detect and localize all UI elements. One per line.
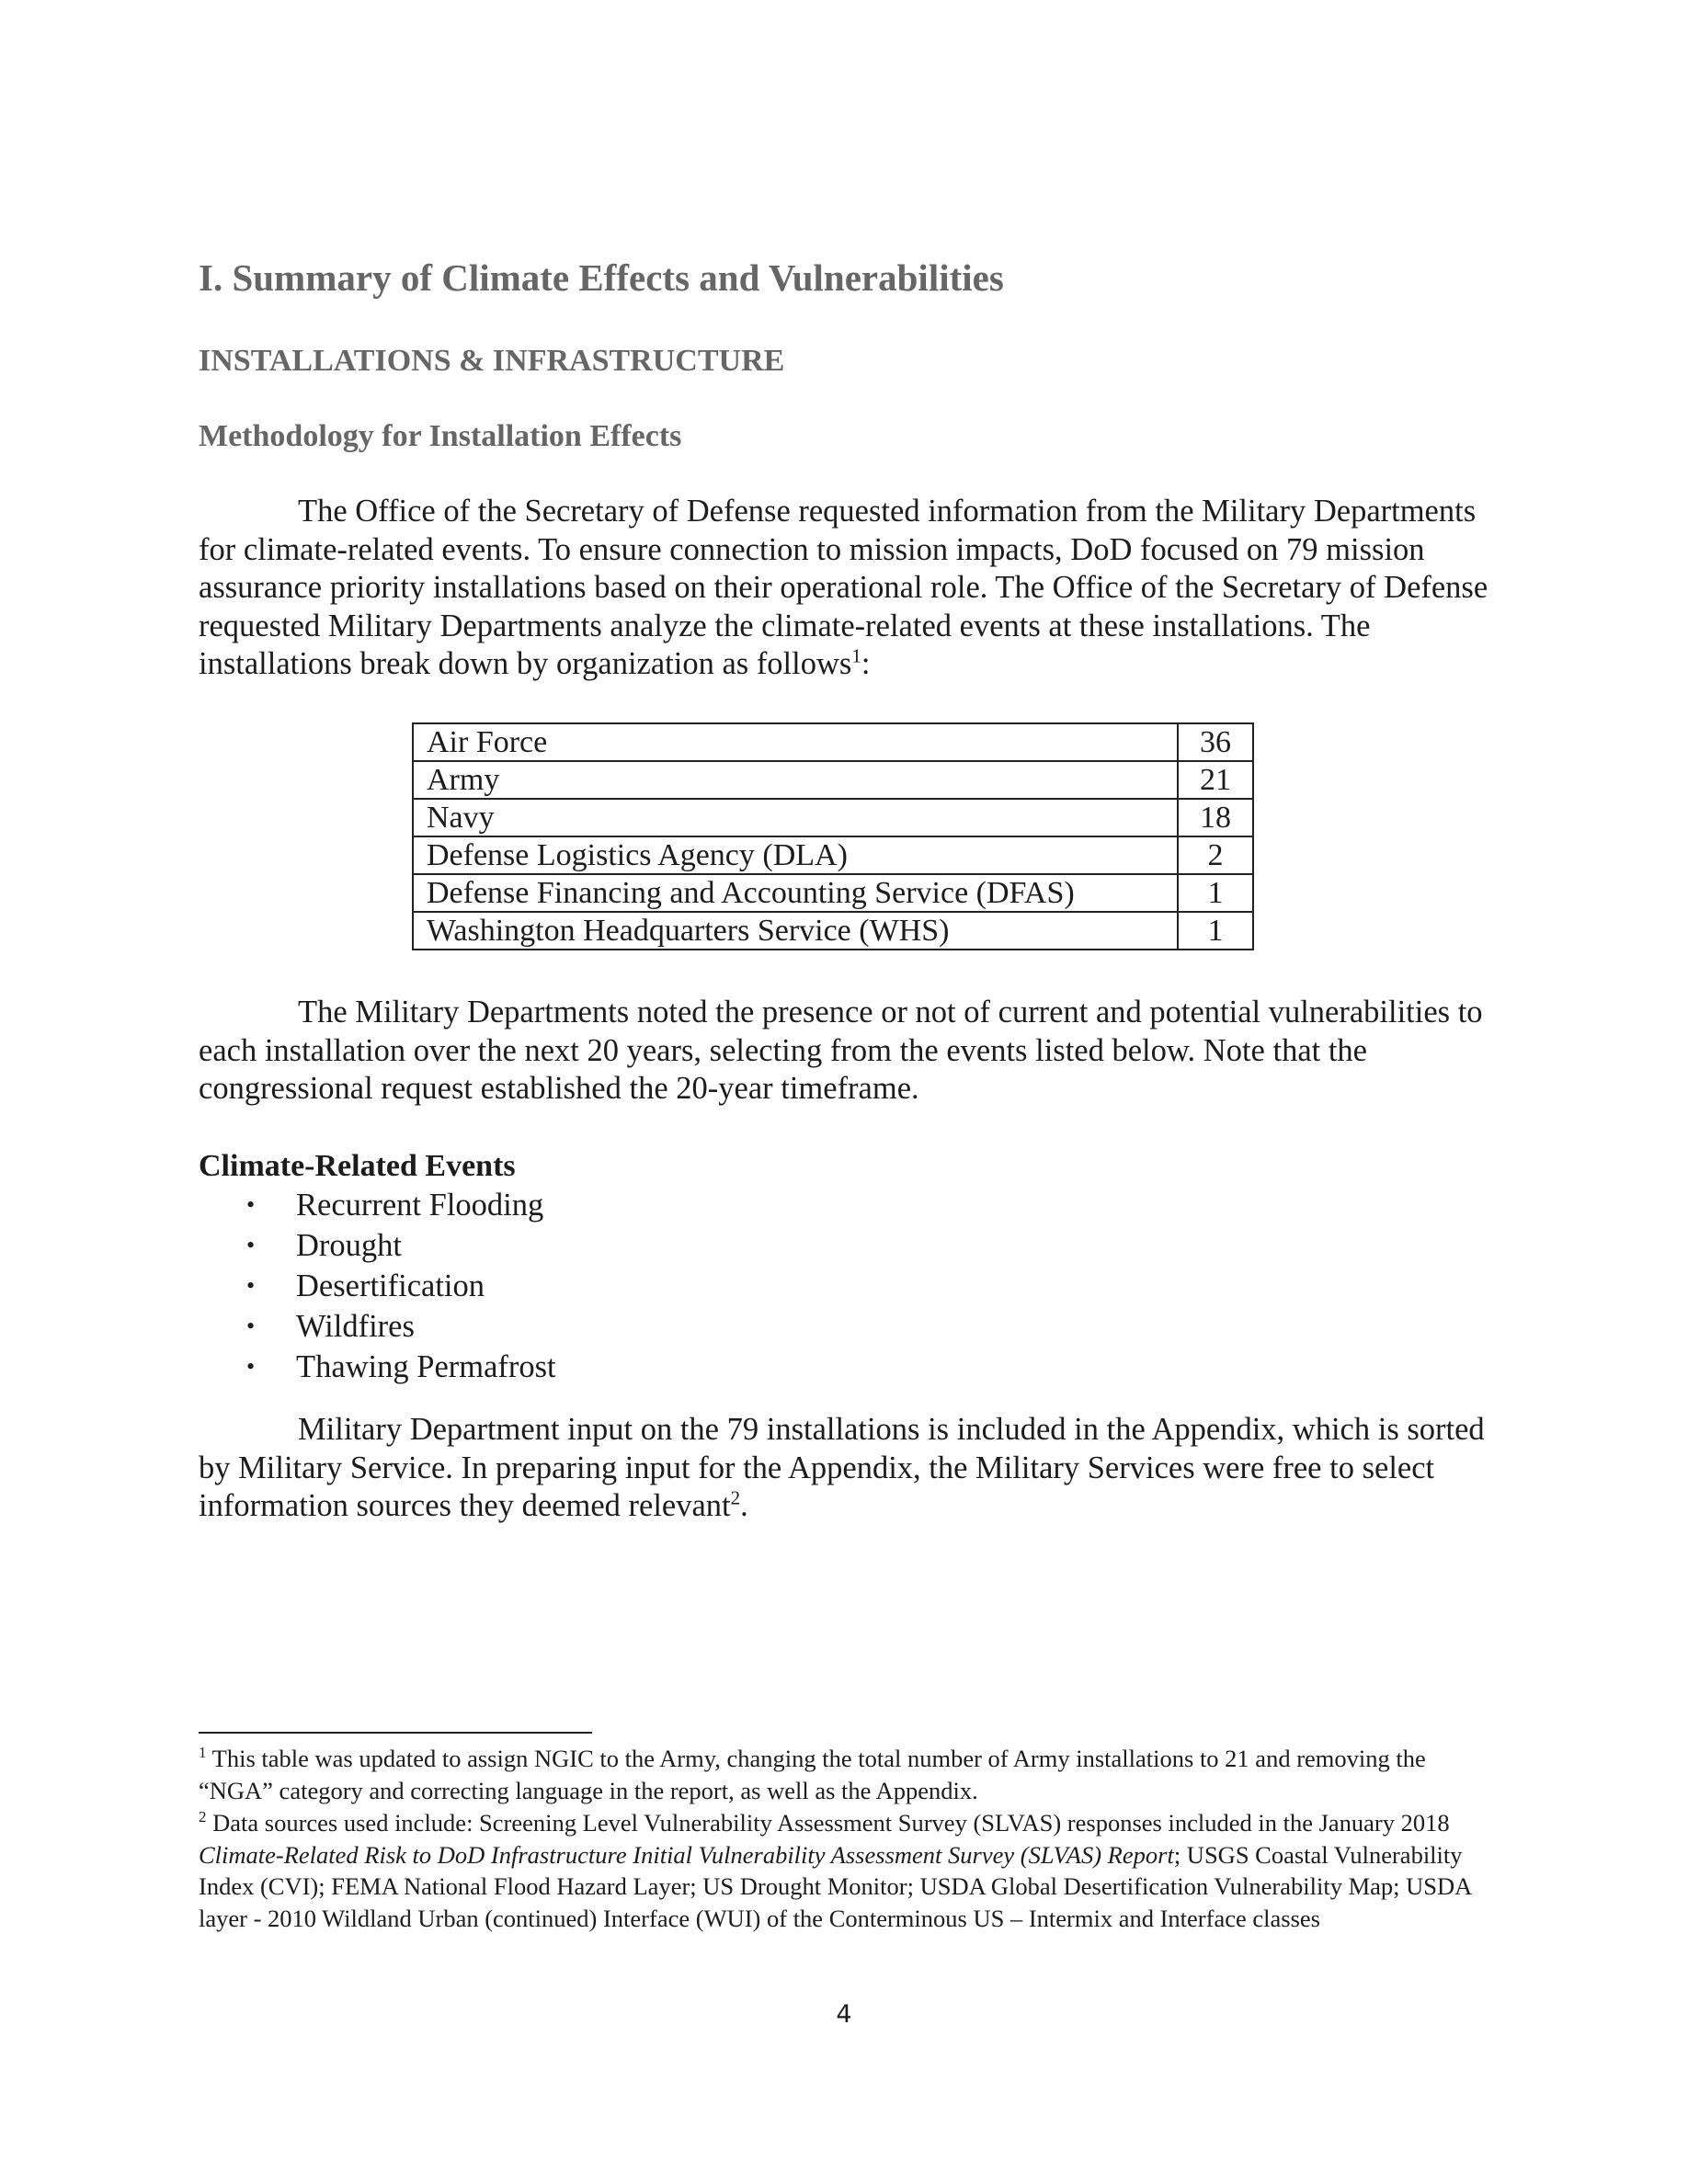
events-title: Climate-Related Events <box>199 1149 516 1183</box>
section-heading: INSTALLATIONS & INFRASTRUCTURE <box>199 344 785 378</box>
footnote-2-text-b: ; USGS Coastal Vulnerability Index (CVI); FEMA National Flood Hazard Layer; US Drought Monitor; USDA Global Desertification Vulnerability Map; USDA layer - 2010 Wildland Urban (continued) Interface (WUI) of the Conterminous US – Intermix and Interface classes <box>199 1840 1471 1932</box>
paragraph-intro-text: The Office of the Secretary of Defense requested information from the Military Departments for climate-related events. To ensure connection to mission impacts, DoD focused on 79 mission assurance priority installations based on their operational role. The Office of the Secretary of Defense requested Military Departments analyze the climate-related events at these installations. The installations break down by organization as follows <box>199 494 1488 681</box>
bullet-icon: • <box>246 1232 256 1258</box>
page-number: 4 <box>836 2000 852 2029</box>
paragraph-vulnerabilities-text: The Military Departments noted the presence or not of current and potential vulnerabilities to each installation over the next 20 years, selecting from the events listed below. Note that the congressional request established the 20-year timeframe. <box>199 995 1483 1106</box>
paragraph-appendix-tail: . <box>740 1488 748 1523</box>
footnote-2-number: 2 <box>199 1808 207 1826</box>
list-item <box>199 1225 556 1266</box>
footnote-2-report-title: Climate-Related Risk to DoD Infrastructure Initial Vulnerability Assessment Survey (SLVAS) Report <box>199 1840 1174 1869</box>
installation-count-cell: 1 <box>1178 874 1253 912</box>
table-row <box>413 912 1253 950</box>
bullet-icon: • <box>246 1313 256 1339</box>
footnote-1-text: This table was updated to assign NGIC to the Army, changing the total number of Army installations to 21 and removing the “NGA” category and correcting language in the report, as well as the Appendix. <box>199 1745 1426 1804</box>
installation-count-cell: 18 <box>1178 799 1253 836</box>
table-row <box>413 874 1253 912</box>
footnote-1 <box>199 1743 1504 1806</box>
footnote-ref-1[interactable]: 1 <box>851 644 861 667</box>
organization-cell: Defense Logistics Agency (DLA) <box>413 836 1178 874</box>
subsection-heading: Methodology for Installation Effects <box>199 419 682 453</box>
organization-cell: Air Force <box>413 723 1178 761</box>
table-row <box>413 836 1253 874</box>
bullet-icon: • <box>246 1191 256 1218</box>
bullet-icon: • <box>246 1272 256 1299</box>
footnote-divider <box>199 1732 592 1734</box>
paragraph-appendix <box>199 1411 1504 1526</box>
installation-count-cell: 2 <box>1178 836 1253 874</box>
paragraph-appendix-text: Military Department input on the 79 installations is included in the Appendix, which is sorted by Military Service. In preparing input for the Appendix, the Military Services were free to select information sources they deemed relevant <box>199 1412 1485 1523</box>
bullet-icon: • <box>246 1353 256 1380</box>
table-row <box>413 761 1253 799</box>
events-list <box>199 1185 556 1387</box>
footnote-ref-2[interactable]: 2 <box>730 1486 741 1509</box>
organization-cell: Washington Headquarters Service (WHS) <box>413 912 1178 950</box>
organization-cell: Navy <box>413 799 1178 836</box>
paragraph-vulnerabilities <box>199 994 1504 1109</box>
list-item <box>199 1306 556 1347</box>
paragraph-intro-tail: : <box>861 646 871 681</box>
list-item <box>199 1185 556 1225</box>
list-item-label: Recurrent Flooding <box>296 1188 544 1223</box>
footnote-2 <box>199 1807 1504 1934</box>
list-item-label: Drought <box>296 1228 402 1263</box>
organization-cell: Defense Financing and Accounting Service (DFAS) <box>413 874 1178 912</box>
footnote-1-number: 1 <box>199 1744 207 1762</box>
table-row <box>413 723 1253 761</box>
footnote-2-text-a: Data sources used include: Screening Level Vulnerability Assessment Survey (SLVAS) responses included in the January 2018 <box>206 1809 1450 1837</box>
page-heading: I. Summary of Climate Effects and Vulnerabilities <box>199 256 1004 299</box>
list-item-label: Wildfires <box>296 1309 415 1344</box>
installations-table <box>412 722 1254 950</box>
installation-count-cell: 1 <box>1178 912 1253 950</box>
list-item <box>199 1266 556 1306</box>
installation-count-cell: 21 <box>1178 761 1253 799</box>
installation-count-cell: 36 <box>1178 723 1253 761</box>
paragraph-intro <box>199 493 1504 684</box>
list-item-label: Thawing Permafrost <box>296 1349 556 1384</box>
organization-cell: Army <box>413 761 1178 799</box>
list-item <box>199 1347 556 1387</box>
list-item-label: Desertification <box>296 1268 485 1303</box>
table-row <box>413 799 1253 836</box>
